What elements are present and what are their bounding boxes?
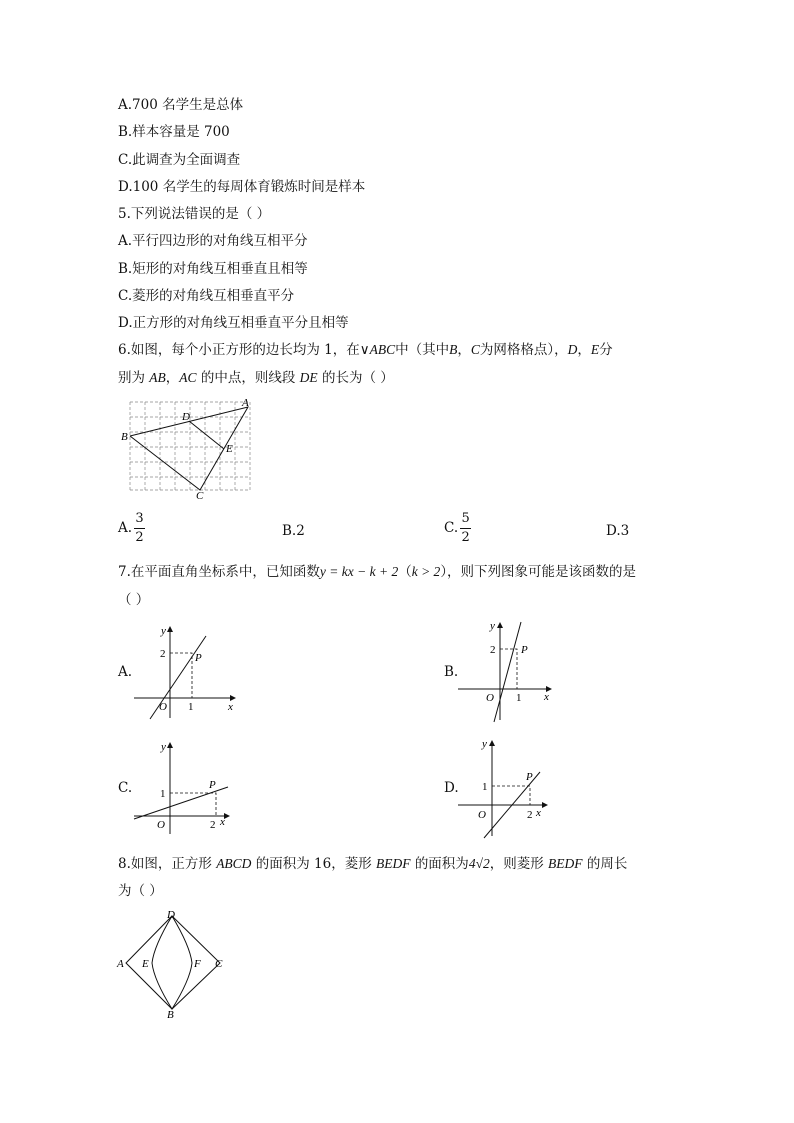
label-d: D bbox=[182, 411, 190, 423]
point-p: P bbox=[521, 644, 528, 656]
point-p: P bbox=[526, 771, 533, 783]
q7-option-b-label: B. bbox=[444, 664, 459, 680]
label-a: A bbox=[117, 958, 124, 970]
q7-graph-c bbox=[130, 736, 240, 836]
q5-option-d: D.正方形的对角线互相垂直平分且相等 bbox=[118, 315, 349, 331]
q5-stem: 5.下列说法错误的是（ ） bbox=[118, 206, 271, 222]
y-axis-arrow bbox=[167, 626, 173, 632]
q6-option-b: B.2 bbox=[282, 523, 305, 539]
x-axis-label: x bbox=[544, 691, 549, 703]
fraction-3-2: $\frac{3}{2}$ bbox=[135, 511, 144, 545]
y-tick: 1 bbox=[482, 781, 488, 793]
x-axis-arrow bbox=[224, 813, 230, 819]
x-axis-label: x bbox=[536, 807, 541, 819]
q8-stem-line1: 8.如图，正方形 ABCD 的面积为 16，菱形 BEDF 的面积为4√2，则菱形 BEDF 的周长 bbox=[118, 856, 628, 872]
q7-graph-a bbox=[130, 620, 240, 720]
guide-lines bbox=[170, 653, 192, 698]
y-tick: 2 bbox=[160, 648, 166, 660]
x-tick: 1 bbox=[188, 701, 194, 713]
q4-option-b: B.样本容量是 700 bbox=[118, 124, 230, 140]
q4-option-c: C.此调查为全面调查 bbox=[118, 152, 241, 168]
y-axis-label: y bbox=[490, 620, 495, 632]
origin: O bbox=[157, 819, 165, 831]
label-a: A bbox=[242, 397, 249, 409]
point-p: P bbox=[209, 779, 216, 791]
x-tick: 1 bbox=[516, 692, 522, 704]
q7-option-a-label: A. bbox=[118, 664, 133, 680]
y-axis-arrow bbox=[167, 742, 173, 748]
y-tick: 1 bbox=[160, 788, 166, 800]
label-c: C bbox=[215, 958, 223, 970]
y-axis-label: y bbox=[482, 738, 487, 750]
q6-option-d: D.3 bbox=[606, 523, 630, 539]
y-axis-label: y bbox=[161, 741, 166, 753]
q5-option-b: B.矩形的对角线互相垂直且相等 bbox=[118, 261, 308, 277]
point-p: P bbox=[195, 652, 202, 664]
q6-option-a: A. $\frac{3}{2}$ bbox=[118, 511, 144, 545]
x-axis-label: x bbox=[228, 701, 233, 713]
q6-option-c: C. $\frac{5}{2}$ bbox=[444, 511, 470, 545]
q5-option-a: A.平行四边形的对角线互相平分 bbox=[118, 233, 308, 249]
x-tick: 2 bbox=[210, 819, 216, 831]
origin: O bbox=[159, 701, 167, 713]
q8-square-rhombus-figure bbox=[116, 906, 232, 1020]
q7-option-c-label: C. bbox=[118, 780, 133, 796]
label-e: E bbox=[142, 958, 149, 970]
q7-stem-line2: （ ） bbox=[118, 592, 150, 608]
y-axis-arrow bbox=[489, 740, 495, 746]
segment-de bbox=[189, 421, 224, 449]
origin: O bbox=[478, 809, 486, 821]
fraction-5-2: $\frac{5}{2}$ bbox=[461, 511, 470, 545]
q4-option-a: A.700 名学生是总体 bbox=[118, 97, 244, 113]
y-tick: 2 bbox=[490, 644, 496, 656]
label-c: C bbox=[196, 490, 204, 500]
q6-stem-line2: 别为 AB，AC 的中点，则线段 DE 的长为（ ） bbox=[118, 370, 394, 386]
q6-grid-figure bbox=[118, 396, 258, 500]
q7-stem-line1: 7.在平面直角坐标系中，已知函数y = kx − k + 2（k > 2），则下列图象可能是该函数的是 bbox=[118, 564, 637, 580]
label-f: F bbox=[194, 958, 201, 970]
square-abcd bbox=[126, 916, 220, 1009]
q6-stem-line1: 6.如图，每个小正方形的边长均为 1，在∨ABC中（其中B，C为网格格点），D，E分 bbox=[118, 342, 613, 358]
label-b: B bbox=[167, 1009, 174, 1020]
y-axis-label: y bbox=[161, 625, 166, 637]
q5-option-c: C.菱形的对角线互相垂直平分 bbox=[118, 288, 295, 304]
q7-graph-b bbox=[454, 618, 564, 728]
q7-graph-d bbox=[454, 734, 564, 844]
label-b: B bbox=[121, 431, 128, 443]
label-e: E bbox=[226, 443, 233, 455]
x-axis-label: x bbox=[220, 816, 225, 828]
label-d: D bbox=[167, 909, 175, 921]
q8-stem-line2: 为（ ） bbox=[118, 883, 163, 899]
q7-option-d-label: D. bbox=[444, 780, 459, 796]
x-tick: 2 bbox=[527, 809, 533, 821]
q4-option-d: D.100 名学生的每周体育锻炼时间是样本 bbox=[118, 179, 366, 195]
y-axis-arrow bbox=[497, 622, 503, 628]
function-line bbox=[134, 787, 228, 819]
origin: O bbox=[486, 692, 494, 704]
x-axis-arrow bbox=[542, 802, 548, 808]
guide-lines bbox=[492, 786, 530, 805]
